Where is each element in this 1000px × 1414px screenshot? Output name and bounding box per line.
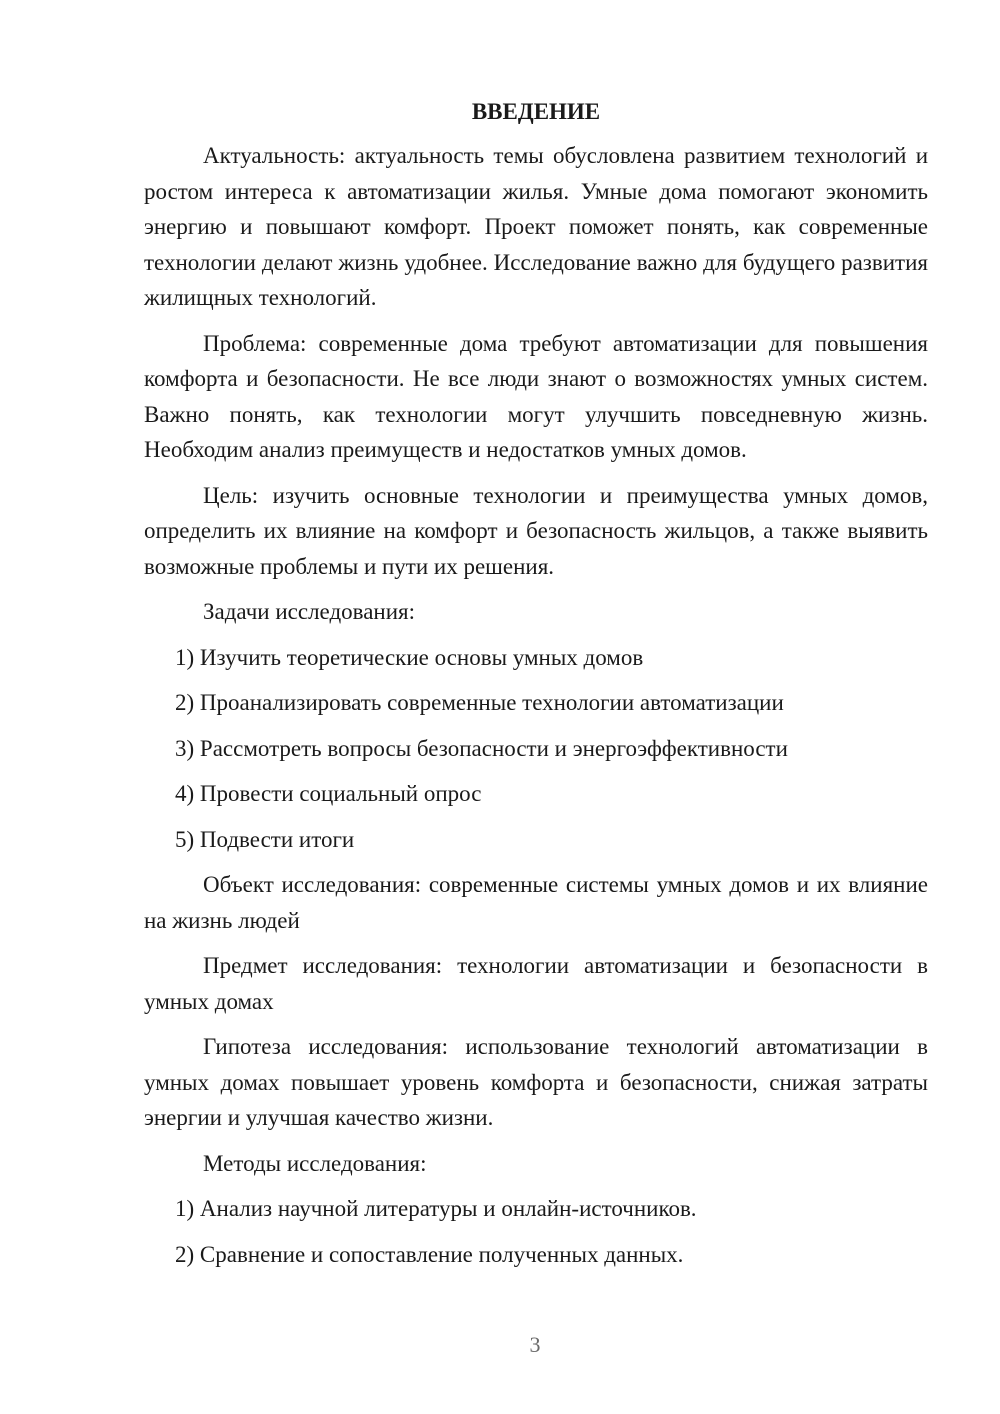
tasks-label: Задачи исследования: xyxy=(203,599,416,624)
task-item: 1) Изучить теоретические основы умных домов xyxy=(175,644,644,670)
problem-paragraph: Проблема: современные дома требуют автоматизации для повышения комфорта и безопасности. Не все люди знают о возможностях умных систем. Важно понять, как технологии могут улучшить повседневную жизнь. Необходим анализ преимуществ и недостатков умных домов. xyxy=(144,330,928,462)
goal-paragraph: Цель: изучить основные технологии и преимущества умных домов, определить их влияние на комфорт и безопасность жильцов, а также выявить возможные проблемы и пути их решения. xyxy=(144,482,928,579)
methods-label: Методы исследования: xyxy=(203,1150,427,1176)
task-item: 4) Провести социальный опрос xyxy=(175,781,482,806)
relevance-paragraph: Актуальность: актуальность темы обусловлена развитием технологий и ростом интереса к автоматизации жилья. Умные дома помогают экономить энергию и повышают комфорт. Проект поможет понять, как современные технологии делают жизнь удобнее. Исследование важно для будущего развития жилищных технологий. xyxy=(144,143,928,310)
object-paragraph: Объект исследования: современные системы умных домов и их влияние на жизнь людей xyxy=(144,872,928,933)
task-item: 2) Проанализировать современные технологии автоматизации xyxy=(175,690,784,715)
subject-paragraph: Предмет исследования: технологии автоматизации и безопасности в умных домах xyxy=(144,953,928,1014)
task-item: 3) Рассмотреть вопросы безопасности и энергоэффективности xyxy=(175,735,788,761)
section-title: ВВЕДЕНИЕ xyxy=(471,99,601,124)
page-number: 3 xyxy=(529,1332,541,1357)
method-item: 1) Анализ научной литературы и онлайн-источников. xyxy=(175,1196,697,1221)
task-item: 5) Подвести итоги xyxy=(175,826,355,852)
method-item: 2) Сравнение и сопоставление полученных данных. xyxy=(175,1241,684,1267)
page-content xyxy=(144,96,928,1282)
hypothesis-paragraph: Гипотеза исследования: использование технологий автоматизации в умных домах повышает уровень комфорта и безопасности, снижая затраты энергии и улучшая качество жизни. xyxy=(144,1034,928,1130)
